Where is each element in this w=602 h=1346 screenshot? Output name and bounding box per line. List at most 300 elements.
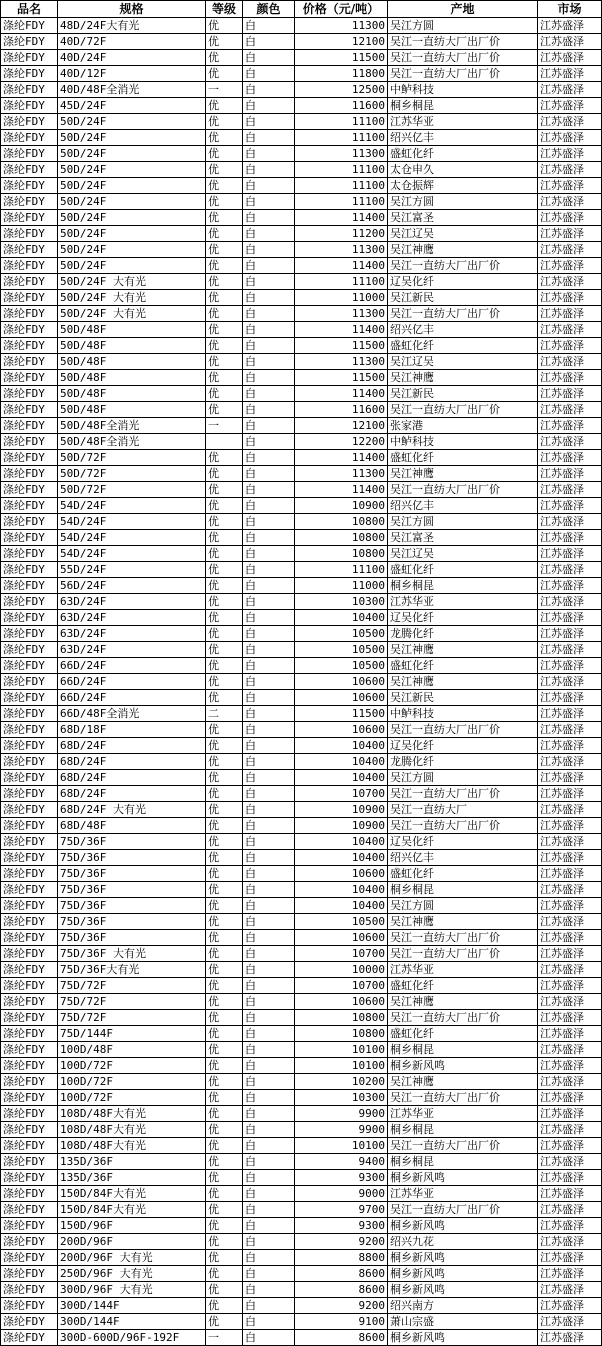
cell-market: 江苏盛泽 (538, 626, 602, 642)
cell-color: 白 (243, 594, 295, 610)
cell-grade: 一 (206, 418, 243, 434)
cell-price: 11400 (295, 482, 388, 498)
cell-grade: 一 (206, 1330, 243, 1346)
cell-grade: 优 (206, 1186, 243, 1202)
cell-grade: 优 (206, 1042, 243, 1058)
cell-color: 白 (243, 1042, 295, 1058)
cell-product: 涤纶FDY (1, 1314, 58, 1330)
cell-price: 11100 (295, 162, 388, 178)
cell-color: 白 (243, 34, 295, 50)
cell-spec: 63D/24F (58, 594, 206, 610)
cell-color: 白 (243, 1090, 295, 1106)
cell-market: 江苏盛泽 (538, 594, 602, 610)
cell-spec: 150D/96F (58, 1218, 206, 1234)
table-row (1, 146, 602, 162)
cell-color: 白 (243, 258, 295, 274)
table-row (1, 786, 602, 802)
cell-product: 涤纶FDY (1, 626, 58, 642)
cell-origin: 吴江神鹰 (388, 674, 538, 690)
cell-price: 11400 (295, 450, 388, 466)
cell-grade: 优 (206, 290, 243, 306)
cell-spec: 66D/24F (58, 658, 206, 674)
cell-origin: 辽吴化纤 (388, 738, 538, 754)
cell-price: 11800 (295, 66, 388, 82)
cell-market: 江苏盛泽 (538, 274, 602, 290)
cell-market: 江苏盛泽 (538, 18, 602, 34)
cell-price: 12200 (295, 434, 388, 450)
cell-origin: 绍兴九花 (388, 1234, 538, 1250)
cell-price: 11300 (295, 306, 388, 322)
cell-origin: 桐乡桐昆 (388, 882, 538, 898)
cell-origin: 吴江一直纺大厂出厂价 (388, 34, 538, 50)
table-row (1, 882, 602, 898)
cell-price: 8600 (295, 1282, 388, 1298)
cell-price: 10800 (295, 530, 388, 546)
cell-grade: 优 (206, 770, 243, 786)
cell-origin: 吴江神鹰 (388, 642, 538, 658)
cell-color: 白 (243, 1202, 295, 1218)
cell-price: 10600 (295, 722, 388, 738)
cell-grade: 优 (206, 882, 243, 898)
cell-product: 涤纶FDY (1, 546, 58, 562)
cell-product: 涤纶FDY (1, 242, 58, 258)
cell-grade: 优 (206, 626, 243, 642)
table-row (1, 354, 602, 370)
cell-spec: 100D/72F (58, 1058, 206, 1074)
cell-origin: 吴江方圆 (388, 898, 538, 914)
cell-color: 白 (243, 1170, 295, 1186)
cell-product: 涤纶FDY (1, 210, 58, 226)
cell-product: 涤纶FDY (1, 658, 58, 674)
cell-price: 10100 (295, 1138, 388, 1154)
cell-market: 江苏盛泽 (538, 322, 602, 338)
cell-grade: 优 (206, 178, 243, 194)
cell-product: 涤纶FDY (1, 354, 58, 370)
cell-spec: 54D/24F (58, 546, 206, 562)
cell-origin: 吴江富圣 (388, 210, 538, 226)
cell-spec: 75D/36F 大有光 (58, 946, 206, 962)
cell-color: 白 (243, 1282, 295, 1298)
cell-price: 10900 (295, 818, 388, 834)
table-row (1, 1314, 602, 1330)
cell-market: 江苏盛泽 (538, 978, 602, 994)
cell-spec: 135D/36F (58, 1170, 206, 1186)
cell-color: 白 (243, 962, 295, 978)
cell-market: 江苏盛泽 (538, 114, 602, 130)
cell-product: 涤纶FDY (1, 1106, 58, 1122)
cell-color: 白 (243, 994, 295, 1010)
cell-grade: 优 (206, 738, 243, 754)
cell-color: 白 (243, 1106, 295, 1122)
cell-color: 白 (243, 242, 295, 258)
table-row (1, 1218, 602, 1234)
table-row (1, 210, 602, 226)
cell-color: 白 (243, 354, 295, 370)
cell-price: 10400 (295, 754, 388, 770)
cell-product: 涤纶FDY (1, 530, 58, 546)
cell-grade: 优 (206, 1106, 243, 1122)
cell-origin: 吴江新民 (388, 386, 538, 402)
cell-price: 11100 (295, 194, 388, 210)
cell-product: 涤纶FDY (1, 82, 58, 98)
cell-origin: 吴江一直纺大厂出厂价 (388, 482, 538, 498)
cell-market: 江苏盛泽 (538, 1058, 602, 1074)
cell-color: 白 (243, 418, 295, 434)
cell-spec: 50D/72F (58, 466, 206, 482)
cell-color: 白 (243, 674, 295, 690)
cell-product: 涤纶FDY (1, 34, 58, 50)
cell-price: 10400 (295, 834, 388, 850)
cell-market: 江苏盛泽 (538, 178, 602, 194)
cell-market: 江苏盛泽 (538, 306, 602, 322)
cell-grade: 优 (206, 1234, 243, 1250)
cell-product: 涤纶FDY (1, 50, 58, 66)
cell-color: 白 (243, 178, 295, 194)
cell-product: 涤纶FDY (1, 1138, 58, 1154)
cell-product: 涤纶FDY (1, 1266, 58, 1282)
cell-market: 江苏盛泽 (538, 850, 602, 866)
table-row (1, 594, 602, 610)
cell-price: 11500 (295, 338, 388, 354)
cell-origin: 桐乡新风鸣 (388, 1250, 538, 1266)
table-row (1, 818, 602, 834)
cell-spec: 66D/48F全消光 (58, 706, 206, 722)
cell-color: 白 (243, 114, 295, 130)
cell-price: 11000 (295, 290, 388, 306)
cell-market: 江苏盛泽 (538, 1170, 602, 1186)
cell-price: 11000 (295, 578, 388, 594)
cell-origin: 吴江一直纺大厂出厂价 (388, 786, 538, 802)
cell-color: 白 (243, 530, 295, 546)
cell-origin: 吴江一直纺大厂出厂价 (388, 818, 538, 834)
cell-spec: 50D/24F 大有光 (58, 306, 206, 322)
cell-product: 涤纶FDY (1, 642, 58, 658)
cell-origin: 吴江辽吴 (388, 226, 538, 242)
cell-origin: 吴江一直纺大厂出厂价 (388, 1090, 538, 1106)
cell-color: 白 (243, 1138, 295, 1154)
cell-price: 11100 (295, 130, 388, 146)
cell-price: 11300 (295, 242, 388, 258)
cell-grade: 优 (206, 370, 243, 386)
cell-market: 江苏盛泽 (538, 434, 602, 450)
cell-grade: 优 (206, 514, 243, 530)
cell-color: 白 (243, 1186, 295, 1202)
cell-product: 涤纶FDY (1, 754, 58, 770)
cell-market: 江苏盛泽 (538, 1026, 602, 1042)
cell-grade: 优 (206, 1282, 243, 1298)
cell-spec: 50D/24F (58, 194, 206, 210)
cell-spec: 54D/24F (58, 530, 206, 546)
cell-product: 涤纶FDY (1, 578, 58, 594)
cell-market: 江苏盛泽 (538, 786, 602, 802)
cell-price: 10600 (295, 930, 388, 946)
cell-color: 白 (243, 290, 295, 306)
cell-grade: 优 (206, 1138, 243, 1154)
table-row (1, 946, 602, 962)
cell-spec: 150D/84F大有光 (58, 1202, 206, 1218)
table-row (1, 546, 602, 562)
cell-price: 10400 (295, 882, 388, 898)
cell-origin: 吴江新民 (388, 690, 538, 706)
cell-price: 11500 (295, 50, 388, 66)
cell-product: 涤纶FDY (1, 514, 58, 530)
cell-origin: 桐乡新风鸣 (388, 1170, 538, 1186)
cell-grade (206, 434, 243, 450)
cell-market: 江苏盛泽 (538, 898, 602, 914)
cell-spec: 68D/24F (58, 738, 206, 754)
table-row (1, 770, 602, 786)
table-row (1, 914, 602, 930)
cell-price: 10400 (295, 610, 388, 626)
cell-grade: 优 (206, 1010, 243, 1026)
cell-grade: 优 (206, 578, 243, 594)
table-row (1, 1042, 602, 1058)
cell-price: 8600 (295, 1330, 388, 1346)
cell-spec: 50D/24F (58, 226, 206, 242)
cell-origin: 吴江神鹰 (388, 914, 538, 930)
cell-market: 江苏盛泽 (538, 946, 602, 962)
cell-spec: 300D/96F 大有光 (58, 1282, 206, 1298)
cell-market: 江苏盛泽 (538, 242, 602, 258)
cell-market: 江苏盛泽 (538, 642, 602, 658)
cell-market: 江苏盛泽 (538, 34, 602, 50)
cell-grade: 优 (206, 466, 243, 482)
cell-product: 涤纶FDY (1, 882, 58, 898)
cell-product: 涤纶FDY (1, 1298, 58, 1314)
cell-grade: 优 (206, 114, 243, 130)
cell-product: 涤纶FDY (1, 162, 58, 178)
cell-origin: 吴江辽吴 (388, 546, 538, 562)
table-row (1, 66, 602, 82)
cell-market: 江苏盛泽 (538, 82, 602, 98)
cell-grade: 优 (206, 930, 243, 946)
cell-color: 白 (243, 658, 295, 674)
cell-spec: 63D/24F (58, 642, 206, 658)
cell-color: 白 (243, 546, 295, 562)
cell-spec: 50D/72F (58, 482, 206, 498)
cell-product: 涤纶FDY (1, 834, 58, 850)
cell-spec: 50D/48F (58, 338, 206, 354)
cell-price: 10700 (295, 978, 388, 994)
cell-spec: 50D/48F (58, 386, 206, 402)
cell-spec: 55D/24F (58, 562, 206, 578)
cell-market: 江苏盛泽 (538, 1250, 602, 1266)
cell-product: 涤纶FDY (1, 946, 58, 962)
cell-price: 10900 (295, 802, 388, 818)
cell-spec: 50D/24F (58, 178, 206, 194)
cell-market: 江苏盛泽 (538, 354, 602, 370)
cell-grade: 一 (206, 82, 243, 98)
cell-grade: 优 (206, 1266, 243, 1282)
cell-market: 江苏盛泽 (538, 66, 602, 82)
cell-spec: 50D/72F (58, 450, 206, 466)
cell-grade: 优 (206, 866, 243, 882)
cell-price: 11500 (295, 370, 388, 386)
cell-color: 白 (243, 834, 295, 850)
cell-origin: 绍兴亿丰 (388, 322, 538, 338)
cell-grade: 优 (206, 722, 243, 738)
cell-spec: 66D/24F (58, 690, 206, 706)
cell-spec: 108D/48F大有光 (58, 1138, 206, 1154)
cell-origin: 龙腾化纤 (388, 754, 538, 770)
cell-price: 9300 (295, 1170, 388, 1186)
cell-color: 白 (243, 818, 295, 834)
cell-color: 白 (243, 738, 295, 754)
table-row (1, 194, 602, 210)
table-row (1, 738, 602, 754)
cell-market: 江苏盛泽 (538, 1330, 602, 1346)
cell-market: 江苏盛泽 (538, 754, 602, 770)
cell-spec: 75D/36F (58, 866, 206, 882)
cell-color: 白 (243, 274, 295, 290)
cell-spec: 48D/24F大有光 (58, 18, 206, 34)
cell-price: 11600 (295, 98, 388, 114)
cell-color: 白 (243, 946, 295, 962)
cell-product: 涤纶FDY (1, 1234, 58, 1250)
cell-color: 白 (243, 210, 295, 226)
cell-product: 涤纶FDY (1, 130, 58, 146)
cell-origin: 江苏华亚 (388, 1186, 538, 1202)
cell-spec: 300D/144F (58, 1314, 206, 1330)
cell-price: 11100 (295, 562, 388, 578)
cell-price: 10800 (295, 1026, 388, 1042)
cell-color: 白 (243, 482, 295, 498)
table-row (1, 850, 602, 866)
table-row (1, 114, 602, 130)
cell-spec: 75D/72F (58, 978, 206, 994)
cell-price: 10500 (295, 658, 388, 674)
table-row (1, 98, 602, 114)
table-row (1, 1106, 602, 1122)
cell-spec: 150D/84F大有光 (58, 1186, 206, 1202)
cell-origin: 桐乡桐昆 (388, 1154, 538, 1170)
cell-origin: 桐乡桐昆 (388, 1122, 538, 1138)
cell-grade: 优 (206, 226, 243, 242)
table-row (1, 434, 602, 450)
cell-origin: 张家港 (388, 418, 538, 434)
cell-spec: 50D/48F (58, 354, 206, 370)
cell-grade: 优 (206, 946, 243, 962)
cell-spec: 50D/24F (58, 210, 206, 226)
table-row (1, 82, 602, 98)
cell-grade: 优 (206, 34, 243, 50)
cell-grade: 优 (206, 642, 243, 658)
table-row (1, 466, 602, 482)
table-row (1, 274, 602, 290)
cell-price: 10600 (295, 866, 388, 882)
cell-price: 10300 (295, 594, 388, 610)
header-row (1, 1, 602, 18)
cell-color: 白 (243, 322, 295, 338)
cell-color: 白 (243, 466, 295, 482)
cell-grade: 优 (206, 1154, 243, 1170)
table-row (1, 722, 602, 738)
cell-price: 9400 (295, 1154, 388, 1170)
cell-color: 白 (243, 370, 295, 386)
table-row (1, 1330, 602, 1346)
cell-origin: 吴江一直纺大厂出厂价 (388, 722, 538, 738)
cell-color: 白 (243, 162, 295, 178)
cell-price: 11100 (295, 274, 388, 290)
table-row (1, 578, 602, 594)
cell-color: 白 (243, 402, 295, 418)
cell-spec: 68D/24F 大有光 (58, 802, 206, 818)
cell-grade: 优 (206, 786, 243, 802)
cell-market: 江苏盛泽 (538, 658, 602, 674)
cell-grade: 优 (206, 450, 243, 466)
cell-color: 白 (243, 1250, 295, 1266)
cell-market: 江苏盛泽 (538, 930, 602, 946)
cell-market: 江苏盛泽 (538, 258, 602, 274)
cell-market: 江苏盛泽 (538, 1106, 602, 1122)
cell-market: 江苏盛泽 (538, 338, 602, 354)
table-row (1, 482, 602, 498)
cell-grade: 优 (206, 322, 243, 338)
cell-price: 10700 (295, 946, 388, 962)
cell-grade: 优 (206, 674, 243, 690)
table-row (1, 994, 602, 1010)
cell-color: 白 (243, 1074, 295, 1090)
cell-market: 江苏盛泽 (538, 1138, 602, 1154)
cell-grade: 优 (206, 210, 243, 226)
cell-color: 白 (243, 338, 295, 354)
cell-spec: 40D/24F (58, 50, 206, 66)
cell-product: 涤纶FDY (1, 594, 58, 610)
cell-product: 涤纶FDY (1, 1170, 58, 1186)
cell-grade: 优 (206, 914, 243, 930)
cell-grade: 优 (206, 338, 243, 354)
cell-price: 10300 (295, 1090, 388, 1106)
cell-price: 12500 (295, 82, 388, 98)
cell-product: 涤纶FDY (1, 370, 58, 386)
cell-spec: 300D/144F (58, 1298, 206, 1314)
table-row (1, 802, 602, 818)
header-spec: 规格 (58, 1, 206, 18)
cell-spec: 56D/24F (58, 578, 206, 594)
cell-grade: 优 (206, 498, 243, 514)
cell-price: 11300 (295, 18, 388, 34)
cell-price: 10100 (295, 1042, 388, 1058)
cell-grade: 优 (206, 1026, 243, 1042)
cell-origin: 吴江一直纺大厂出厂价 (388, 306, 538, 322)
cell-market: 江苏盛泽 (538, 706, 602, 722)
cell-market: 江苏盛泽 (538, 674, 602, 690)
table-row (1, 1058, 602, 1074)
cell-price: 8600 (295, 1266, 388, 1282)
cell-market: 江苏盛泽 (538, 738, 602, 754)
cell-product: 涤纶FDY (1, 1250, 58, 1266)
cell-grade: 优 (206, 1090, 243, 1106)
cell-grade: 优 (206, 658, 243, 674)
table-row (1, 1250, 602, 1266)
cell-price: 10000 (295, 962, 388, 978)
cell-spec: 75D/72F (58, 1010, 206, 1026)
cell-spec: 75D/36F (58, 914, 206, 930)
table-row (1, 834, 602, 850)
cell-origin: 吴江方圆 (388, 770, 538, 786)
cell-color: 白 (243, 610, 295, 626)
cell-spec: 75D/36F大有光 (58, 962, 206, 978)
cell-color: 白 (243, 706, 295, 722)
cell-product: 涤纶FDY (1, 114, 58, 130)
cell-origin: 盛虹化纤 (388, 562, 538, 578)
cell-market: 江苏盛泽 (538, 562, 602, 578)
cell-color: 白 (243, 978, 295, 994)
cell-origin: 吴江一直纺大厂出厂价 (388, 1138, 538, 1154)
cell-product: 涤纶FDY (1, 194, 58, 210)
cell-product: 涤纶FDY (1, 1058, 58, 1074)
cell-product: 涤纶FDY (1, 818, 58, 834)
